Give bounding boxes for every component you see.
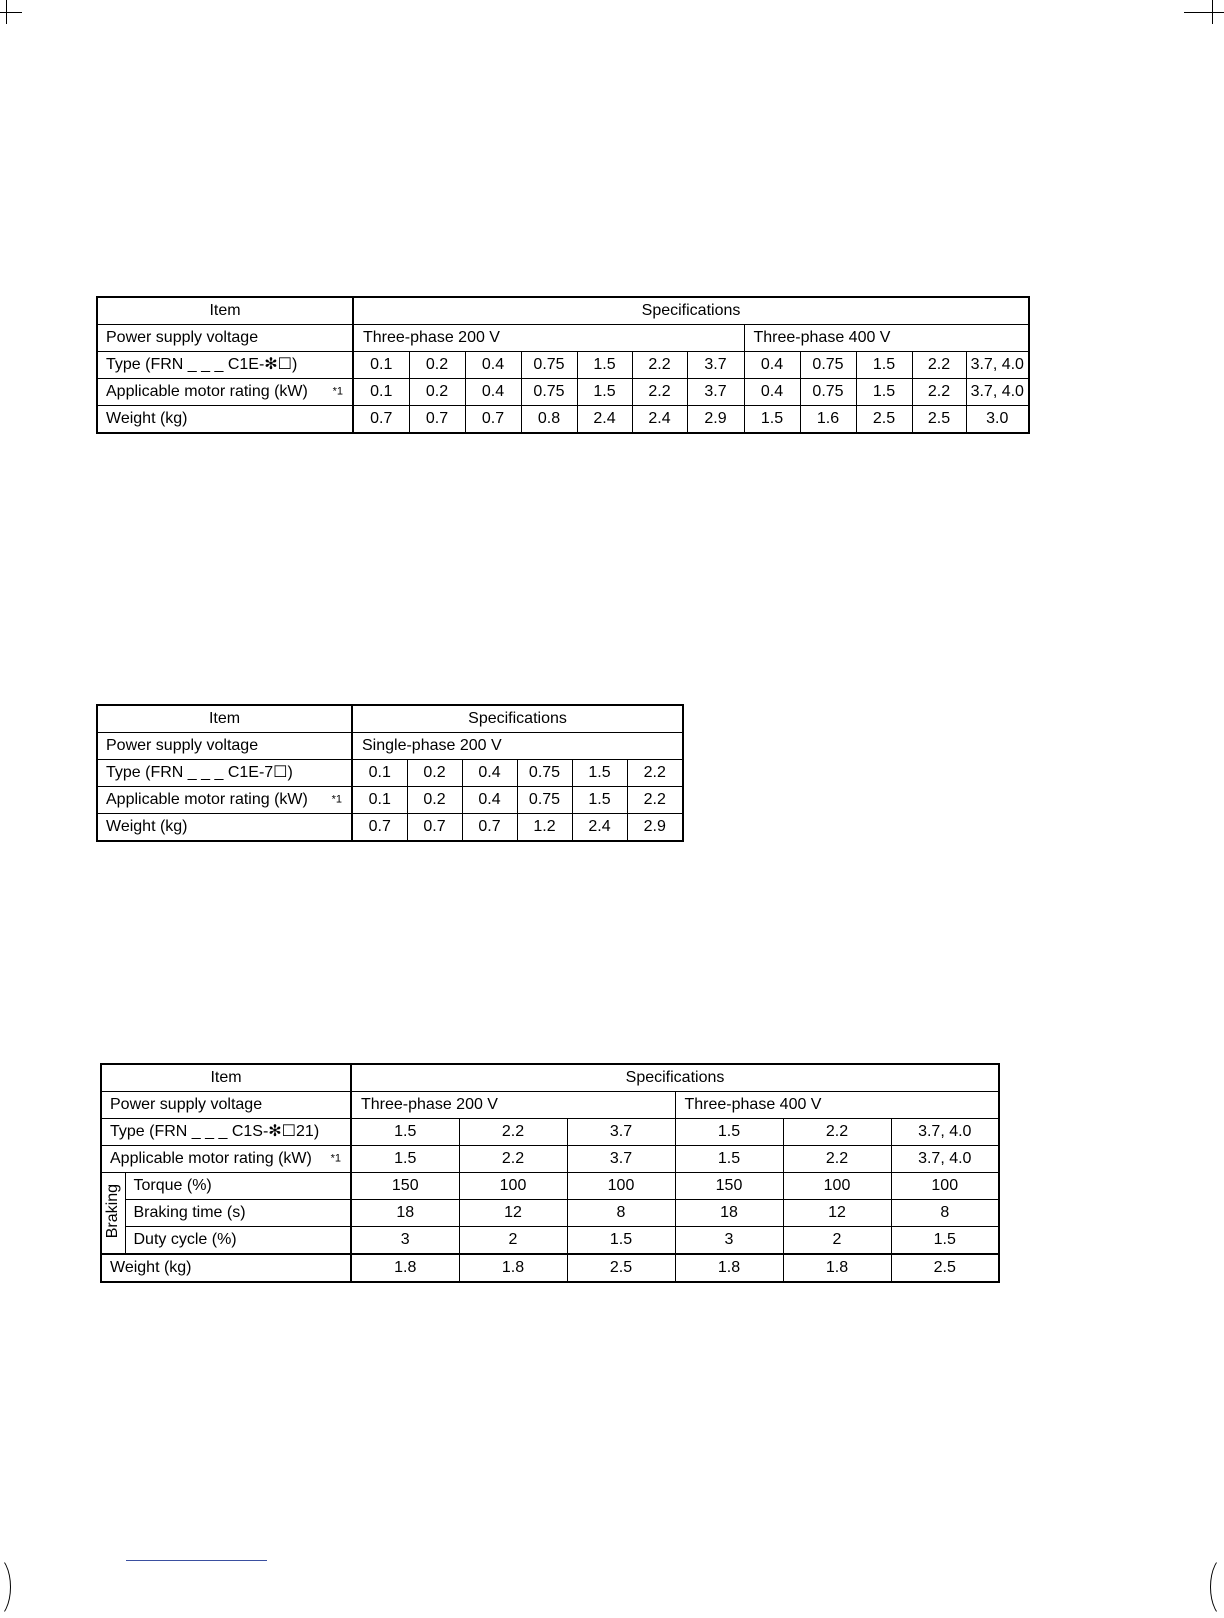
motor-rating-label — [101, 1146, 351, 1173]
weight-cell: 2.5 — [891, 1254, 999, 1282]
specifications-header: Specifications — [352, 705, 683, 733]
weight-label: Weight (kg) — [97, 406, 353, 434]
duty-cycle-cell: 3 — [351, 1227, 459, 1255]
motor-cell: 1.5 — [351, 1146, 459, 1173]
weight-cell: 2.9 — [627, 814, 683, 842]
type-label: Type (FRN _ _ _ C1E-7☐) — [97, 760, 352, 787]
weight-cell: 2.4 — [572, 814, 627, 842]
specifications-header: Specifications — [353, 297, 1029, 325]
footnote-marker: *1 — [332, 385, 343, 398]
type-cell: 0.75 — [800, 352, 856, 379]
motor-cell: 1.5 — [675, 1146, 783, 1173]
motor-cell: 0.2 — [407, 787, 462, 814]
motor-cell: 0.4 — [462, 787, 517, 814]
type-label: Type (FRN _ _ _ C1E-✻☐) — [97, 352, 353, 379]
specifications-header: Specifications — [351, 1064, 999, 1092]
motor-cell: 3.7 — [687, 379, 744, 406]
motor-cell: 2.2 — [783, 1146, 891, 1173]
braking-time-cell: 12 — [459, 1200, 567, 1227]
type-cell: 1.5 — [675, 1119, 783, 1146]
braking-group-label — [101, 1173, 125, 1255]
weight-cell: 0.8 — [521, 406, 577, 434]
voltage-group: Three-phase 200 V — [351, 1092, 675, 1119]
weight-cell: 2.5 — [912, 406, 966, 434]
motor-cell: 3.7, 4.0 — [891, 1146, 999, 1173]
weight-cell: 0.7 — [462, 814, 517, 842]
weight-label: Weight (kg) — [97, 814, 352, 842]
motor-rating-label-text: Applicable motor rating (kW) — [110, 1150, 312, 1167]
braking-time-cell: 18 — [675, 1200, 783, 1227]
torque-label: Torque (%) — [125, 1173, 351, 1200]
weight-cell: 0.7 — [352, 814, 407, 842]
torque-cell: 100 — [783, 1173, 891, 1200]
type-cell: 0.2 — [407, 760, 462, 787]
weight-cell: 2.5 — [856, 406, 912, 434]
type-cell: 1.5 — [577, 352, 632, 379]
type-cell: 2.2 — [632, 352, 687, 379]
motor-cell: 2.2 — [912, 379, 966, 406]
duty-cycle-label: Duty cycle (%) — [125, 1227, 351, 1255]
voltage-group: Three-phase 400 V — [744, 325, 1029, 352]
braking-time-cell: 18 — [351, 1200, 459, 1227]
torque-cell: 100 — [567, 1173, 675, 1200]
motor-rating-label-text: Applicable motor rating (kW) — [106, 791, 308, 808]
power-supply-voltage-label: Power supply voltage — [101, 1092, 351, 1119]
item-header: Item — [97, 705, 352, 733]
type-cell: 2.2 — [627, 760, 683, 787]
footnote-marker: *1 — [330, 1152, 341, 1165]
braking-time-cell: 8 — [891, 1200, 999, 1227]
motor-rating-label — [97, 787, 352, 814]
power-supply-voltage-label: Power supply voltage — [97, 733, 352, 760]
weight-cell: 2.9 — [687, 406, 744, 434]
type-cell: 3.7 — [687, 352, 744, 379]
weight-label: Weight (kg) — [101, 1254, 351, 1282]
type-cell: 1.5 — [572, 760, 627, 787]
type-cell: 0.75 — [521, 352, 577, 379]
duty-cycle-cell: 3 — [675, 1227, 783, 1255]
type-cell: 0.75 — [517, 760, 572, 787]
motor-cell: 3.7 — [567, 1146, 675, 1173]
type-cell: 0.2 — [409, 352, 465, 379]
power-supply-voltage-label: Power supply voltage — [97, 325, 353, 352]
weight-cell: 1.8 — [675, 1254, 783, 1282]
spec-table-c1e-three-phase — [96, 296, 1030, 434]
weight-cell: 2.4 — [632, 406, 687, 434]
motor-cell: 3.7, 4.0 — [966, 379, 1029, 406]
type-cell: 2.2 — [459, 1119, 567, 1146]
weight-cell: 3.0 — [966, 406, 1029, 434]
voltage-group: Single-phase 200 V — [352, 733, 683, 760]
type-cell: 3.7, 4.0 — [966, 352, 1029, 379]
voltage-group: Three-phase 400 V — [675, 1092, 999, 1119]
type-cell: 3.7 — [567, 1119, 675, 1146]
braking-time-label: Braking time (s) — [125, 1200, 351, 1227]
braking-time-cell: 12 — [783, 1200, 891, 1227]
type-cell: 3.7, 4.0 — [891, 1119, 999, 1146]
voltage-group: Three-phase 200 V — [353, 325, 744, 352]
type-cell: 2.2 — [912, 352, 966, 379]
weight-cell: 0.7 — [353, 406, 409, 434]
motor-cell: 2.2 — [459, 1146, 567, 1173]
weight-cell: 0.7 — [465, 406, 521, 434]
weight-cell: 1.2 — [517, 814, 572, 842]
type-cell: 1.5 — [351, 1119, 459, 1146]
torque-cell: 150 — [351, 1173, 459, 1200]
torque-cell: 100 — [891, 1173, 999, 1200]
type-cell: 0.4 — [465, 352, 521, 379]
motor-cell: 1.5 — [572, 787, 627, 814]
item-header: Item — [97, 297, 353, 325]
weight-cell: 1.8 — [783, 1254, 891, 1282]
duty-cycle-cell: 2 — [783, 1227, 891, 1255]
weight-cell: 1.8 — [351, 1254, 459, 1282]
motor-rating-label — [97, 379, 353, 406]
motor-cell: 0.2 — [409, 379, 465, 406]
type-cell: 1.5 — [856, 352, 912, 379]
weight-cell: 1.6 — [800, 406, 856, 434]
motor-cell: 0.4 — [465, 379, 521, 406]
type-cell: 2.2 — [783, 1119, 891, 1146]
footnote-marker: *1 — [331, 793, 342, 806]
torque-cell: 150 — [675, 1173, 783, 1200]
type-label: Type (FRN _ _ _ C1S-✻☐21) — [101, 1119, 351, 1146]
motor-cell: 0.1 — [353, 379, 409, 406]
motor-cell: 0.4 — [744, 379, 800, 406]
weight-cell: 1.8 — [459, 1254, 567, 1282]
motor-cell: 0.75 — [517, 787, 572, 814]
braking-time-cell: 8 — [567, 1200, 675, 1227]
torque-cell: 100 — [459, 1173, 567, 1200]
weight-cell: 0.7 — [409, 406, 465, 434]
type-cell: 0.1 — [353, 352, 409, 379]
footer-rule — [126, 1560, 267, 1561]
motor-cell: 0.75 — [521, 379, 577, 406]
motor-cell: 0.1 — [352, 787, 407, 814]
type-cell: 0.4 — [462, 760, 517, 787]
motor-rating-label-text: Applicable motor rating (kW) — [106, 383, 308, 400]
motor-cell: 2.2 — [627, 787, 683, 814]
weight-cell: 1.5 — [744, 406, 800, 434]
braking-label-text: Braking — [104, 1183, 122, 1239]
motor-cell: 1.5 — [856, 379, 912, 406]
duty-cycle-cell: 1.5 — [567, 1227, 675, 1255]
duty-cycle-cell: 2 — [459, 1227, 567, 1255]
motor-cell: 1.5 — [577, 379, 632, 406]
motor-cell: 0.75 — [800, 379, 856, 406]
spec-table-c1s — [100, 1063, 1000, 1283]
weight-cell: 2.5 — [567, 1254, 675, 1282]
item-header: Item — [101, 1064, 351, 1092]
weight-cell: 0.7 — [407, 814, 462, 842]
spec-table-c1e-single-phase — [96, 704, 684, 842]
weight-cell: 2.4 — [577, 406, 632, 434]
type-cell: 0.4 — [744, 352, 800, 379]
duty-cycle-cell: 1.5 — [891, 1227, 999, 1255]
motor-cell: 2.2 — [632, 379, 687, 406]
type-cell: 0.1 — [352, 760, 407, 787]
